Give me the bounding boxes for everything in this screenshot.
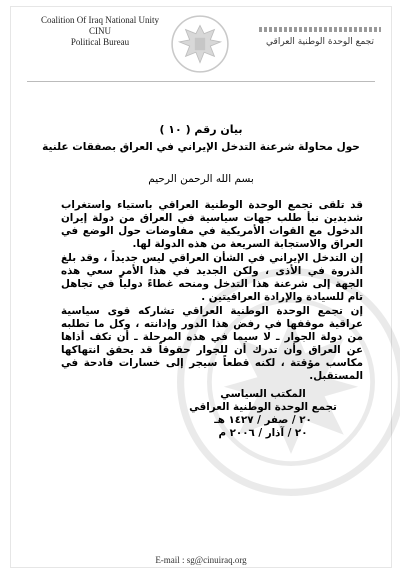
signature-org: تجمع الوحدة الوطنية العراقي bbox=[189, 401, 337, 413]
signature-bureau: المكتب السياسي bbox=[220, 388, 306, 400]
letterhead-page bbox=[10, 6, 392, 568]
footer-email: E-mail : sg@cinuiraq.org bbox=[155, 555, 247, 565]
signature-hijri-date: ٢٠ / صفر / ١٤٢٧ هـ bbox=[214, 414, 312, 426]
signature-gregorian-date: ٢٠ / آذار / ٢٠٠٦ م bbox=[218, 427, 308, 439]
org-name-en-line3: Political Bureau bbox=[70, 37, 130, 47]
signature-block bbox=[183, 388, 343, 440]
org-name-arabic-logo bbox=[259, 27, 381, 48]
statement-body bbox=[61, 199, 363, 384]
org-name-english bbox=[25, 15, 175, 48]
statement-subject: حول محاولة شرعنة التدخل الإيراني في العراق بصفقات علنية bbox=[42, 141, 360, 153]
paragraph-1: قد تلقى تجمع الوحدة الوطنية العراقي باستياء واستغراب شديدين نبأ طلب جهات سياسية في العراق من دولة إيران الدخول مع القوات الأمريكية في مفاوضات حول الوضع في العراق والاستجابة السريعة من هذه الدولة لها. bbox=[61, 199, 363, 250]
statement-number: بيان رقم ( ١٠ ) bbox=[159, 123, 243, 136]
header-divider bbox=[27, 81, 375, 82]
paragraph-2: إن التدخل الإيراني في الشأن العراقي ليس جديداً ، وقد بلغ الذروة في الأذى ، ولكن الجديد في هذا الأمر سعي هذه الجهة إلى شرعنة هذا التدخل ومنحه غطاءً دولياً في تجاهل تام للسيادة والإرادة العراقيتين . bbox=[61, 252, 363, 303]
paragraph-3: إن تجمع الوحدة الوطنية العراقي تشاركه قوى سياسية عراقية موقفها في رفض هذا الدور وإدانته ، وكل ما تطلبه من دولة الجوار ـ لا سيما في هذه المرحلة ـ أن تكف أذاها عن العراق وأن تدرك أن للجوار حقوقاً قد يحقق انتهاكها مكاسب مؤقتة ، لكنه قطعاً سيجر إلى خسارات فادحة في المستقبل. bbox=[61, 305, 363, 382]
org-name-en-line1: Coalition Of Iraq National Unity bbox=[41, 15, 159, 25]
basmala: بسم الله الرحمن الرحيم bbox=[148, 173, 254, 185]
org-name-arabic: تجمع الوحدة الوطنية العراقي bbox=[266, 37, 374, 47]
org-name-en-line2: CINU bbox=[89, 26, 111, 36]
eagle-emblem-icon bbox=[169, 13, 231, 75]
